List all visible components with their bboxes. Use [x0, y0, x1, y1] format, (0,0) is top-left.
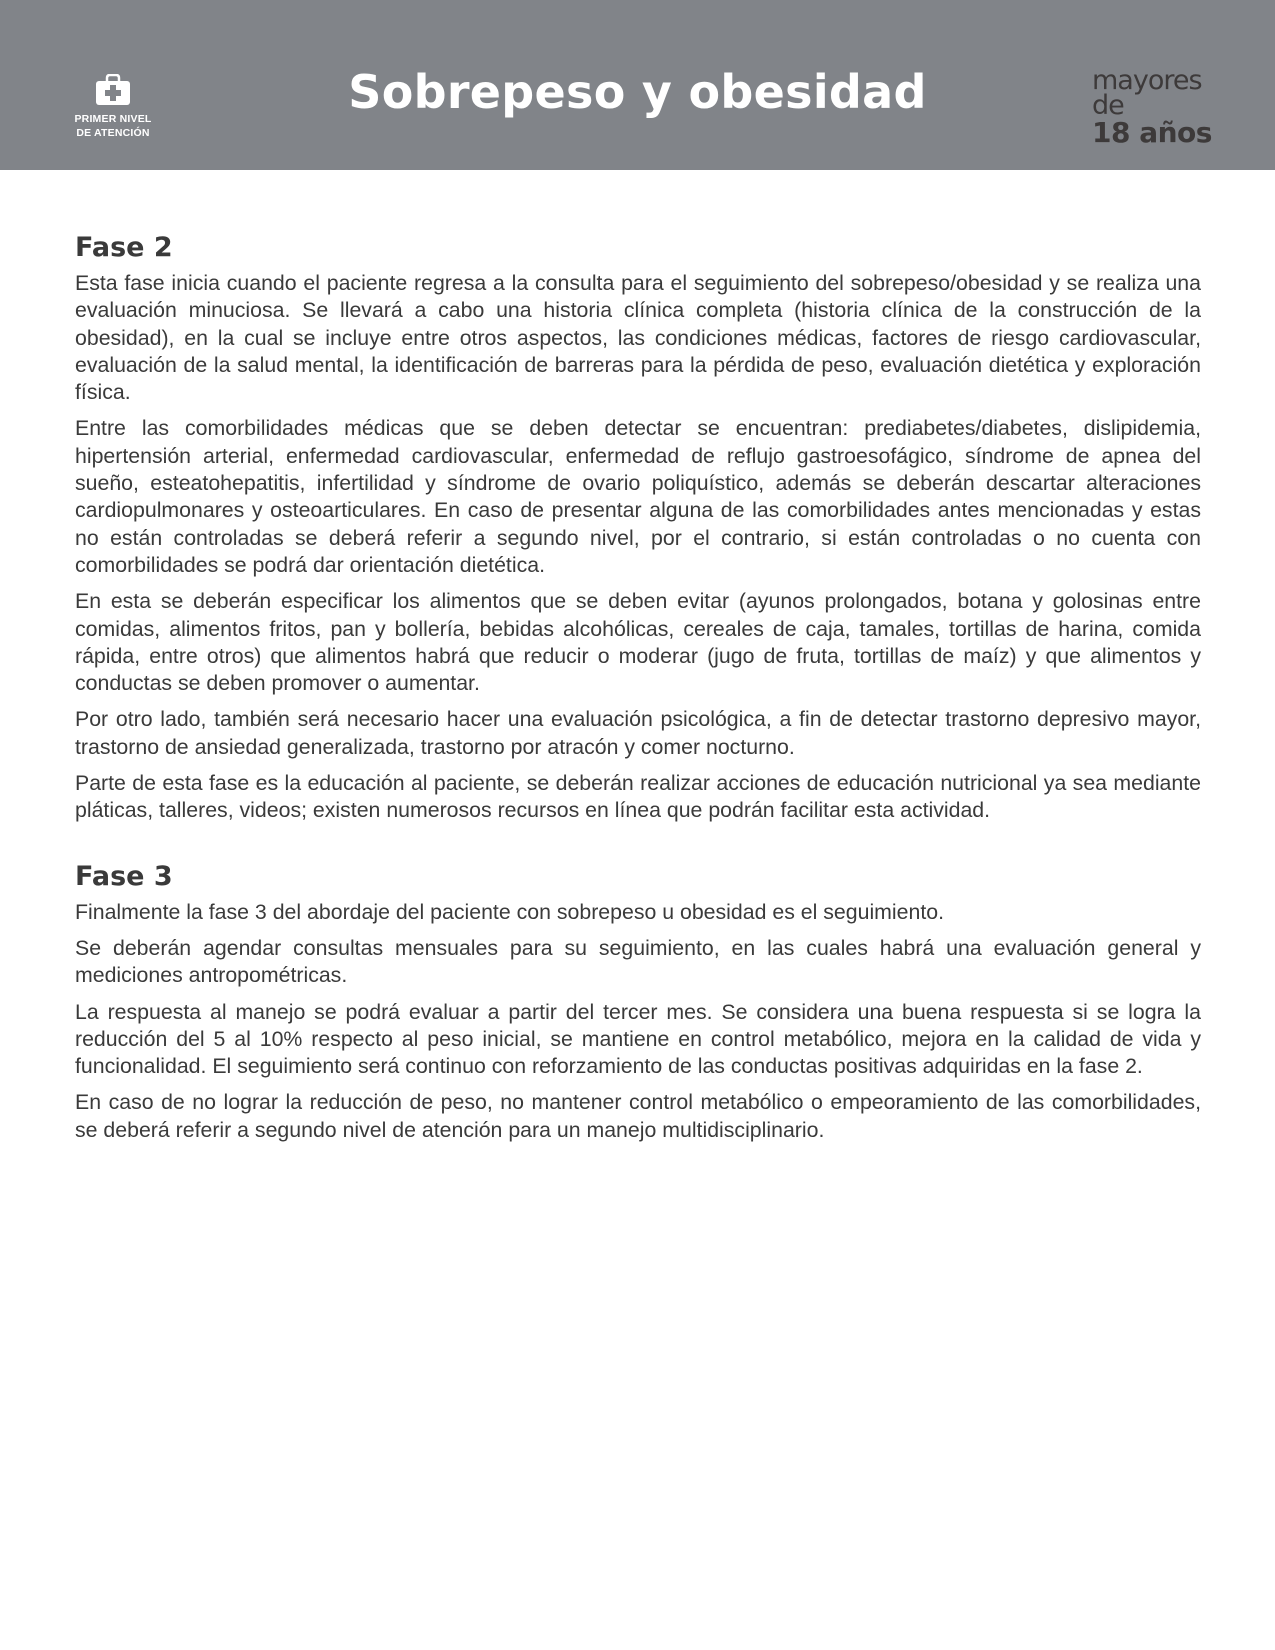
- age-label-line-2: de: [1092, 90, 1124, 121]
- section-heading: Fase 2: [75, 232, 173, 263]
- paragraph: Parte de esta fase es la educación al paciente, se deberán realizar acciones de educación nutricional ya sea mediante pláticas, talleres, videos; existen numerosos recursos en línea que podrán facilitar esta actividad.: [75, 771, 1201, 823]
- logo-line-1: PRIMER NIVEL: [74, 113, 152, 125]
- paragraph: La respuesta al manejo se podrá evaluar a partir del tercer mes. Se considera una buena respuesta si se logra la reducción del 5 al 10% respecto al peso inicial, se mantiene en control metabólico, mejora en la calidad de vida y funcionalidad. El seguimiento será continuo con reforzamiento de las conductas positivas adquiridas en la fase 2.: [75, 999, 1201, 1079]
- paragraph: Se deberán agendar consultas mensuales para su seguimiento, en las cuales habrá una evaluación general y mediciones antropométricas.: [75, 935, 1201, 988]
- age-group-label: [1092, 65, 1212, 149]
- section-fase-3: [75, 857, 1201, 1144]
- logo-line-2: DE ATENCIÓN: [76, 127, 150, 139]
- paragraph: En caso de no lograr la reducción de peso, no mantener control metabólico o empeoramiento de las comorbilidades, se deberá referir a segundo nivel de atención para un manejo multidisciplinario.: [75, 1090, 1201, 1142]
- paragraph: Esta fase inicia cuando el paciente regresa a la consulta para el seguimiento del sobrepeso/obesidad y se realiza una evaluación minuciosa. Se llevará a cabo una historia clínica completa (historia clínica de la construcción de la obesidad), en la cual se incluye entre otros aspectos, las condiciones médicas, factores de riesgo cardiovascular, evaluación de la salud mental, la identificación de barreras para la pérdida de peso, evaluación dietética y exploración física.: [75, 271, 1201, 405]
- paragraph: Entre las comorbilidades médicas que se deben detectar se encuentran: prediabetes/diabetes, dislipidemia, hipertensión arterial, enfermedad cardiovascular, enfermedad de reflujo gastroesofágico, síndrome de apnea del sueño, esteatohepatitis, infertilidad y síndrome de ovario poliquístico, además se deberán descartar alteraciones cardiopulmonares y osteoarticulares. En caso de presentar alguna de las comorbilidades antes mencionadas y estas no están controladas se deberá referir a segundo nivel, por el contrario, si están controladas o no cuenta con comorbilidades se podrá dar orientación dietética.: [75, 416, 1201, 577]
- paragraph: Finalmente la fase 3 del abordaje del paciente con sobrepeso u obesidad es el seguimiento.: [75, 899, 945, 924]
- section-heading: Fase 3: [75, 860, 173, 892]
- document-body: [75, 228, 1201, 1153]
- paragraph: Por otro lado, también será necesario hacer una evaluación psicológica, a fin de detectar trastorno depresivo mayor, trastorno de ansiedad generalizada, trastorno por atracón y comer nocturno.: [75, 707, 1201, 759]
- section-fase-2: [75, 228, 1201, 825]
- age-label-line-3: 18 años: [1092, 116, 1212, 149]
- page-title: Sobrepeso y obesidad: [348, 65, 927, 119]
- age-label-line-1: mayores: [1092, 65, 1202, 96]
- header-banner: [0, 0, 1275, 170]
- paragraph: En esta se deberán especificar los alimentos que se deben evitar (ayunos prolongados, botana y golosinas entre comidas, alimentos fritos, pan y bollería, bebidas alcohólicas, cereales de caja, tamales, tortillas de harina, comida rápida, entre otros) que alimentos habrá que reducir o moderar (jugo de fruta, tortillas de maíz) y que alimentos y conductas se deben promover o aumentar.: [75, 589, 1201, 696]
